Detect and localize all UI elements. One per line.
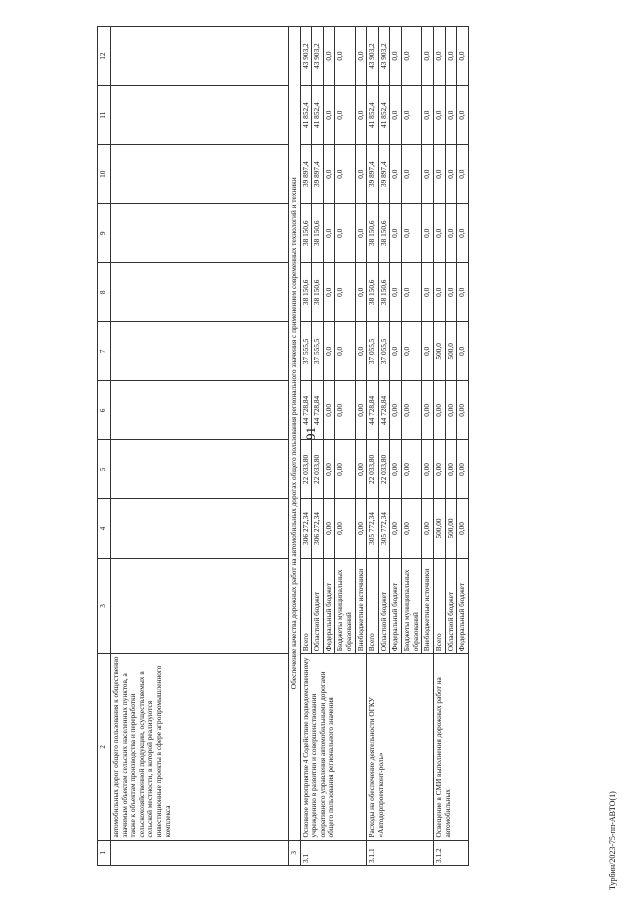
- amount-cell: 0,00: [422, 440, 434, 499]
- amount-cell: 0,0: [457, 263, 469, 322]
- amount-cell: 0,0: [445, 263, 457, 322]
- col-num-cell: 8: [98, 263, 111, 322]
- col-num-cell: 5: [98, 440, 111, 499]
- amount-cell: 0,0: [433, 145, 445, 204]
- amount-cell: 0,0: [335, 27, 355, 86]
- amount-cell: 0,00: [323, 499, 335, 558]
- amount-cell: 44 728,84: [300, 381, 312, 440]
- funding-source: Областной бюджет: [378, 558, 390, 654]
- amount-cell: 38 150,6: [367, 263, 379, 322]
- funding-source: Внебюджетные источники: [355, 558, 367, 654]
- amount-cell: 41 852,4: [312, 86, 324, 145]
- funding-source: Областной бюджет: [312, 558, 324, 654]
- amount-cell: 39 897,4: [300, 145, 312, 204]
- col-num-cell: 2: [98, 654, 111, 840]
- amount-cell: 0,0: [422, 27, 434, 86]
- amount-cell: 0,0: [402, 322, 422, 381]
- section-row: [289, 27, 301, 866]
- amount-cell: 0,00: [335, 440, 355, 499]
- amount-cell: 0,00: [422, 499, 434, 558]
- empty-cell: [111, 86, 289, 145]
- section-number: 3: [289, 840, 301, 865]
- amount-cell: 0,0: [457, 86, 469, 145]
- col-num-cell: 3: [98, 558, 111, 654]
- amount-cell: 43 903,2: [378, 27, 390, 86]
- col-num-cell: 1: [98, 840, 111, 865]
- amount-cell: 0,0: [335, 145, 355, 204]
- amount-cell: 0,0: [457, 145, 469, 204]
- amount-cell: 500,0: [433, 322, 445, 381]
- amount-cell: 0,00: [457, 440, 469, 499]
- event-number: 3.1: [300, 840, 367, 865]
- amount-cell: 0,00: [402, 499, 422, 558]
- amount-cell: 0,0: [390, 86, 402, 145]
- budget-table: [97, 26, 469, 866]
- amount-cell: 0,0: [402, 263, 422, 322]
- empty-cell: [111, 381, 289, 440]
- amount-cell: 0,00: [433, 381, 445, 440]
- funding-source: Внебюджетные источники: [422, 558, 434, 654]
- amount-cell: 0,0: [433, 27, 445, 86]
- amount-cell: 0,0: [445, 27, 457, 86]
- amount-cell: 500,00: [433, 499, 445, 558]
- event-number: 3.1.2: [433, 840, 468, 865]
- empty-cell: [111, 499, 289, 558]
- rotated-table-container: [97, 26, 537, 866]
- continuation-row: [111, 27, 289, 866]
- funding-source: Бюджеты муниципальных образований: [402, 558, 422, 654]
- col-num-cell: 4: [98, 499, 111, 558]
- amount-cell: 0,0: [457, 204, 469, 263]
- table-row: [367, 27, 379, 866]
- amount-cell: 0,0: [422, 145, 434, 204]
- amount-cell: 0,0: [323, 263, 335, 322]
- amount-cell: 43 903,2: [312, 27, 324, 86]
- col-num-cell: 6: [98, 381, 111, 440]
- amount-cell: 0,00: [390, 499, 402, 558]
- amount-cell: 22 033,80: [300, 440, 312, 499]
- funding-source: Всего: [367, 558, 379, 654]
- amount-cell: 41 852,4: [378, 86, 390, 145]
- amount-cell: 0,0: [323, 322, 335, 381]
- amount-cell: 0,0: [355, 86, 367, 145]
- amount-cell: 44 728,84: [378, 381, 390, 440]
- amount-cell: 38 150,6: [312, 263, 324, 322]
- amount-cell: 500,00: [445, 499, 457, 558]
- amount-cell: 38 150,6: [300, 204, 312, 263]
- funding-source: Всего: [300, 558, 312, 654]
- amount-cell: 37 555,5: [312, 322, 324, 381]
- amount-cell: 0,0: [422, 322, 434, 381]
- empty-cell: [111, 145, 289, 204]
- amount-cell: 0,00: [457, 499, 469, 558]
- amount-cell: 39 897,4: [367, 145, 379, 204]
- event-title: Освещение в СМИ выполнения дорожных работ на автомобильных: [433, 654, 468, 840]
- amount-cell: 0,0: [433, 204, 445, 263]
- empty-cell: [111, 322, 289, 381]
- page-number: 91: [303, 427, 318, 440]
- amount-cell: 0,0: [335, 263, 355, 322]
- amount-cell: 0,00: [390, 440, 402, 499]
- amount-cell: 0,00: [422, 381, 434, 440]
- col-num-cell: 9: [98, 204, 111, 263]
- amount-cell: 22 033,80: [367, 440, 379, 499]
- amount-cell: 44 728,84: [367, 381, 379, 440]
- table-row: [433, 27, 445, 866]
- amount-cell: 0,0: [323, 27, 335, 86]
- event-title: Расходы на обеспечение деятельности ОГКУ «Автодорпроектконт-роль»: [367, 654, 434, 840]
- amount-cell: 0,0: [433, 86, 445, 145]
- amount-cell: 37 055,5: [378, 322, 390, 381]
- continuation-text: автомобильных дорог общего пользования к общественно значимым объектам сельских населенных пунктов, а также к объектам производства и переработки сельскохозяйственной продукции, осуществляемых в сельской местности, в которой реализуются инвестиционные проекты в сфере агропромышленного комплекса: [111, 654, 289, 840]
- amount-cell: 0,0: [457, 27, 469, 86]
- amount-cell: 43 903,2: [300, 27, 312, 86]
- empty-cell: [111, 204, 289, 263]
- empty-cell: [111, 27, 289, 86]
- amount-cell: 0,00: [355, 440, 367, 499]
- amount-cell: 0,0: [402, 27, 422, 86]
- col-num-cell: 11: [98, 86, 111, 145]
- empty-cell: [111, 440, 289, 499]
- event-number: 3.1.1: [367, 840, 434, 865]
- amount-cell: 0,0: [355, 204, 367, 263]
- amount-cell: 0,0: [355, 27, 367, 86]
- amount-cell: 0,0: [445, 204, 457, 263]
- amount-cell: 0,0: [402, 145, 422, 204]
- amount-cell: 41 852,4: [367, 86, 379, 145]
- amount-cell: 0,0: [323, 145, 335, 204]
- amount-cell: 22 033,80: [378, 440, 390, 499]
- col-num-cell: 7: [98, 322, 111, 381]
- amount-cell: 0,0: [335, 204, 355, 263]
- amount-cell: 0,00: [323, 381, 335, 440]
- amount-cell: 0,0: [402, 86, 422, 145]
- amount-cell: 37 055,5: [367, 322, 379, 381]
- amount-cell: 0,0: [445, 145, 457, 204]
- funding-source: Областной бюджет: [445, 558, 457, 654]
- amount-cell: 0,0: [457, 322, 469, 381]
- amount-cell: 0,0: [355, 322, 367, 381]
- amount-cell: 38 150,6: [367, 204, 379, 263]
- amount-cell: 0,0: [390, 145, 402, 204]
- amount-cell: 305 772,34: [378, 499, 390, 558]
- amount-cell: 38 150,6: [312, 204, 324, 263]
- amount-cell: 43 903,2: [367, 27, 379, 86]
- amount-cell: 41 852,4: [300, 86, 312, 145]
- amount-cell: 0,0: [335, 322, 355, 381]
- amount-cell: 0,0: [390, 204, 402, 263]
- amount-cell: 306 272,34: [300, 499, 312, 558]
- amount-cell: 0,00: [457, 381, 469, 440]
- amount-cell: 0,00: [323, 440, 335, 499]
- amount-cell: 305 772,34: [367, 499, 379, 558]
- amount-cell: 0,00: [433, 440, 445, 499]
- amount-cell: 0,00: [335, 381, 355, 440]
- funding-source: Федеральный бюджет: [457, 558, 469, 654]
- amount-cell: 38 150,6: [378, 263, 390, 322]
- amount-cell: 0,0: [390, 322, 402, 381]
- amount-cell: 0,0: [445, 86, 457, 145]
- event-title: Основное мероприятие 4 Содействие подведомственному учреждению в развитии и совершенствовании оперативного управления автомобильными дорогами общего пользования регионального значения: [300, 654, 367, 840]
- funding-source: Федеральный бюджет: [323, 558, 335, 654]
- amount-cell: 0,00: [402, 440, 422, 499]
- empty-cell: [111, 558, 289, 654]
- amount-cell: 0,00: [355, 381, 367, 440]
- amount-cell: 0,00: [335, 499, 355, 558]
- amount-cell: 0,0: [355, 263, 367, 322]
- funding-source: Всего: [433, 558, 445, 654]
- amount-cell: 0,00: [355, 499, 367, 558]
- amount-cell: 0,0: [433, 263, 445, 322]
- amount-cell: 0,0: [402, 204, 422, 263]
- amount-cell: 0,0: [422, 204, 434, 263]
- document-code: Турбин/2023-75-пп-АВТО(1): [608, 791, 617, 890]
- empty-cell: [111, 263, 289, 322]
- empty-cell: [111, 840, 289, 865]
- amount-cell: 0,00: [445, 440, 457, 499]
- amount-cell: 0,0: [323, 86, 335, 145]
- col-num-cell: 12: [98, 27, 111, 86]
- funding-source: Бюджеты муниципальных образований: [335, 558, 355, 654]
- amount-cell: 38 150,6: [378, 204, 390, 263]
- amount-cell: 0,0: [422, 263, 434, 322]
- amount-cell: 0,0: [390, 263, 402, 322]
- amount-cell: 22 033,80: [312, 440, 324, 499]
- amount-cell: 0,0: [335, 86, 355, 145]
- amount-cell: 0,00: [390, 381, 402, 440]
- amount-cell: 0,0: [390, 27, 402, 86]
- table-row: [300, 27, 312, 866]
- amount-cell: 500,0: [445, 322, 457, 381]
- amount-cell: 0,0: [355, 145, 367, 204]
- column-number-row: [98, 27, 111, 866]
- funding-source: Федеральный бюджет: [390, 558, 402, 654]
- col-num-cell: 10: [98, 145, 111, 204]
- amount-cell: 39 897,4: [378, 145, 390, 204]
- amount-cell: 38 150,6: [300, 263, 312, 322]
- section-title: Обеспечение качества дорожных работ на автомобильных дорогах общего пользования регионального значения с применением современных технологий и техники: [289, 27, 301, 841]
- amount-cell: 0,0: [323, 204, 335, 263]
- amount-cell: 0,0: [422, 86, 434, 145]
- amount-cell: 0,00: [445, 381, 457, 440]
- amount-cell: 39 897,4: [312, 145, 324, 204]
- amount-cell: 0,00: [402, 381, 422, 440]
- amount-cell: 306 272,34: [312, 499, 324, 558]
- amount-cell: 37 555,5: [300, 322, 312, 381]
- amount-cell: 44 728,84: [312, 381, 324, 440]
